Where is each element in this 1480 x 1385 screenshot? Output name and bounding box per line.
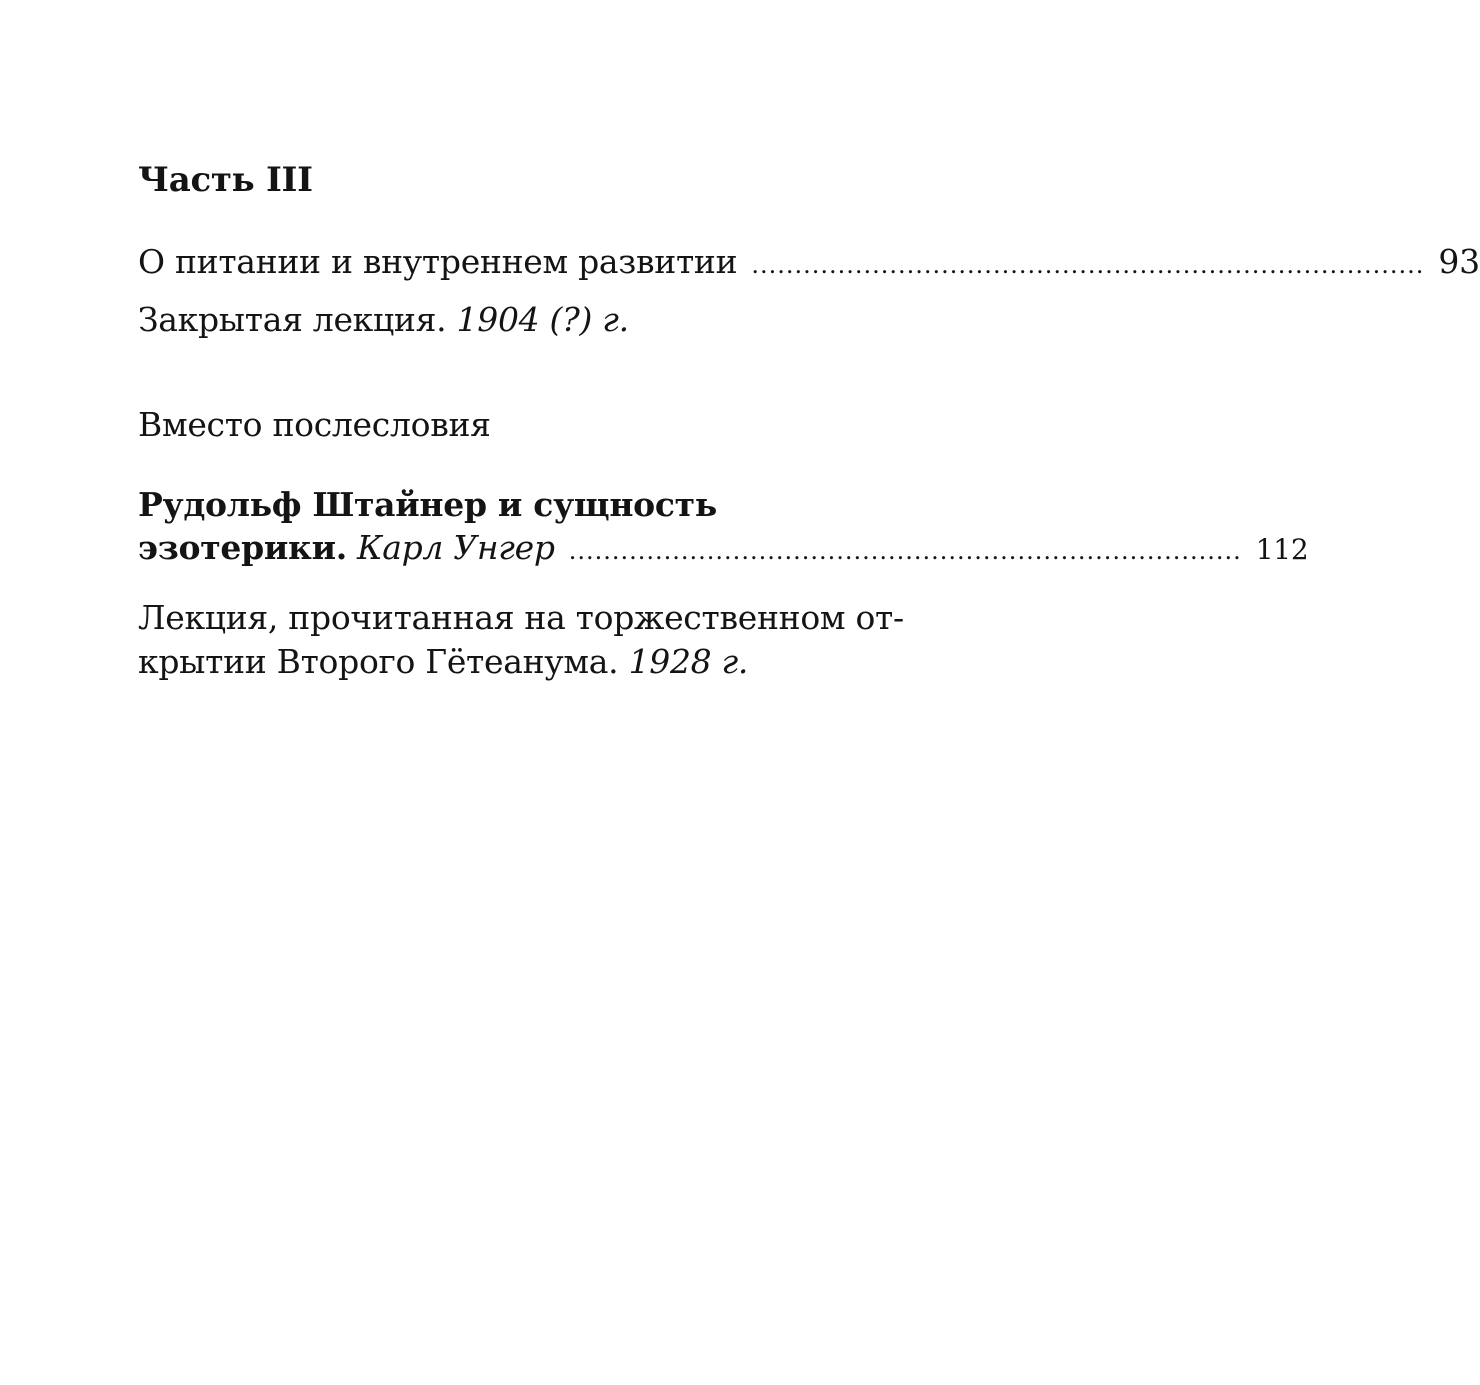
- dot-leader: ..............................................................................: [568, 537, 1242, 565]
- dot-leader: ..............................................................................: [751, 251, 1425, 279]
- toc-entry-nutrition[interactable]: [138, 242, 1480, 285]
- desc-date: 1928 г.: [628, 642, 749, 681]
- toc-entry-afterword[interactable]: [138, 528, 1309, 571]
- toc-entry-note: [138, 300, 629, 340]
- page-number: 93: [1438, 242, 1480, 281]
- page-number: 112: [1255, 533, 1309, 566]
- desc-text: крытии Второго Гётеанума.: [138, 642, 619, 681]
- afterword-desc-line1: Лекция, прочитанная на торжественном от-: [138, 598, 904, 637]
- note-text: Закрытая лекция.: [138, 300, 447, 339]
- afterword-title-line2: эзотерики.: [138, 528, 347, 567]
- part-heading: Часть III: [138, 160, 313, 200]
- toc-entry-title: О питании и внутреннем развитии: [138, 242, 738, 281]
- afterword-author: Карл Унгер: [356, 528, 555, 567]
- afterword-desc-line2: [138, 642, 748, 682]
- afterword-label: Вместо послесловия: [138, 405, 491, 444]
- afterword-title-line1: Рудольф Штайнер и сущность: [138, 485, 717, 524]
- note-date: 1904 (?) г.: [456, 300, 629, 339]
